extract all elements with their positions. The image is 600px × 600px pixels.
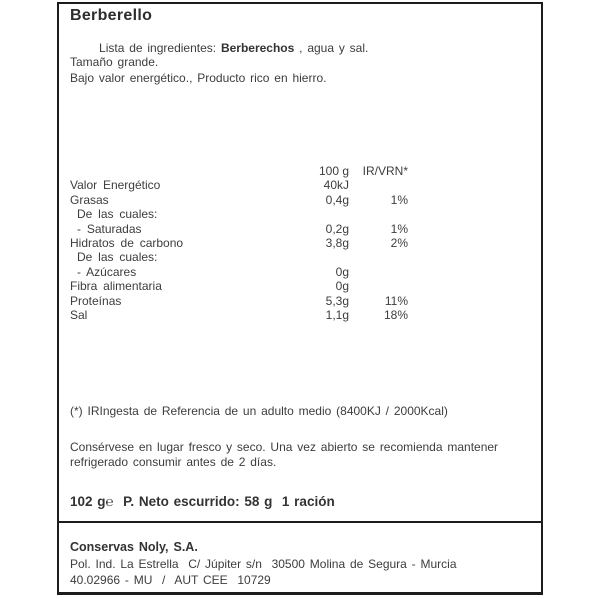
product-name: Berberello [70, 7, 153, 24]
nutrition-row-saturates [70, 222, 408, 236]
nutrition-row-energy [70, 178, 408, 192]
nutrient-amount [289, 207, 349, 221]
nutrient-ir [349, 178, 408, 192]
manufacturer-registry: 40.02966 - MU / AUT CEE 10729 [70, 573, 271, 587]
nutrition-header-amount: 100 g [318, 164, 349, 178]
ingredients-main: Berberechos [220, 41, 295, 55]
ingredients-suffix: , agua y sal. [294, 41, 369, 55]
nutrient-ir: 1% [390, 192, 408, 207]
nutrition-header-row [70, 164, 408, 178]
nutrition-claims: Bajo valor energético., Producto rico en hierro. [70, 71, 327, 85]
nutrient-amount: 0,2g [325, 221, 349, 236]
nutrient-ir [349, 279, 408, 293]
nutrient-label: Hidratos de carbono [70, 236, 184, 251]
nutrition-row-ofwhich-carbs [70, 250, 408, 264]
nutrient-label: Grasas [70, 192, 109, 207]
manufacturer-divider [59, 521, 541, 523]
nutrient-label: De las cuales: [77, 250, 158, 265]
storage-instructions: Consérvese en lugar fresco y seco. Una vez abierto se recomienda mantener refrigerado consumir antes de 2 días. [70, 440, 503, 469]
nutrition-header-spacer [70, 164, 289, 178]
nutrient-ir: 11% [384, 293, 408, 308]
nutrient-ir: 18% [383, 308, 408, 323]
nutrient-label: Fibra alimentaria [70, 279, 162, 294]
nutrient-ir [349, 250, 408, 264]
nutrient-label: - Azúcares [77, 264, 137, 279]
nutrient-label: De las cuales: [77, 207, 158, 222]
reference-intake-footnote: (*) IRIngesta de Referencia de un adulto medio (8400KJ / 2000Kcal) [70, 404, 448, 418]
nutrient-amount: 0,4g [325, 192, 349, 207]
nutrition-table [70, 164, 408, 322]
nutrition-row-sugars [70, 265, 408, 279]
nutrient-ir: 2% [390, 236, 408, 251]
nutrient-ir: 1% [390, 221, 408, 236]
nutrient-label: Sal [70, 308, 88, 323]
nutrient-amount: 0g [335, 264, 349, 279]
net-weight-line: 102 g℮ P. Neto escurrido: 58 g 1 ración [70, 494, 335, 509]
nutrition-row-protein [70, 294, 408, 308]
label-border-box [57, 2, 543, 595]
nutrient-label: Valor Energético [70, 178, 161, 193]
nutrient-label: Proteínas [70, 293, 122, 308]
nutrient-amount [289, 250, 349, 264]
nutrition-row-ofwhich-fat [70, 207, 408, 221]
nutrient-amount: 1,1g [325, 308, 349, 323]
nutrient-amount: 3,8g [325, 236, 349, 251]
nutrient-amount: 40kJ [323, 178, 349, 193]
manufacturer-address: Pol. Ind. La Estrella C/ Júpiter s/n 30500 Molina de Segura - Murcia [70, 557, 457, 571]
nutrition-row-carbs [70, 236, 408, 250]
nutrition-header-ir: IR/VRN* [362, 164, 408, 178]
nutrition-row-fibre [70, 279, 408, 293]
nutrition-row-salt [70, 308, 408, 322]
nutrition-row-fat [70, 193, 408, 207]
nutrient-ir [349, 265, 408, 279]
ingredients-prefix: Lista de ingredientes: [99, 41, 221, 55]
nutrient-amount: 0g [335, 279, 349, 294]
size-note: Tamaño grande. [70, 55, 159, 69]
nutrient-label: - Saturadas [77, 221, 142, 236]
nutrient-ir [349, 207, 408, 221]
nutrient-amount: 5,3g [325, 293, 349, 308]
manufacturer-name: Conservas Noly, S.A. [70, 540, 198, 554]
